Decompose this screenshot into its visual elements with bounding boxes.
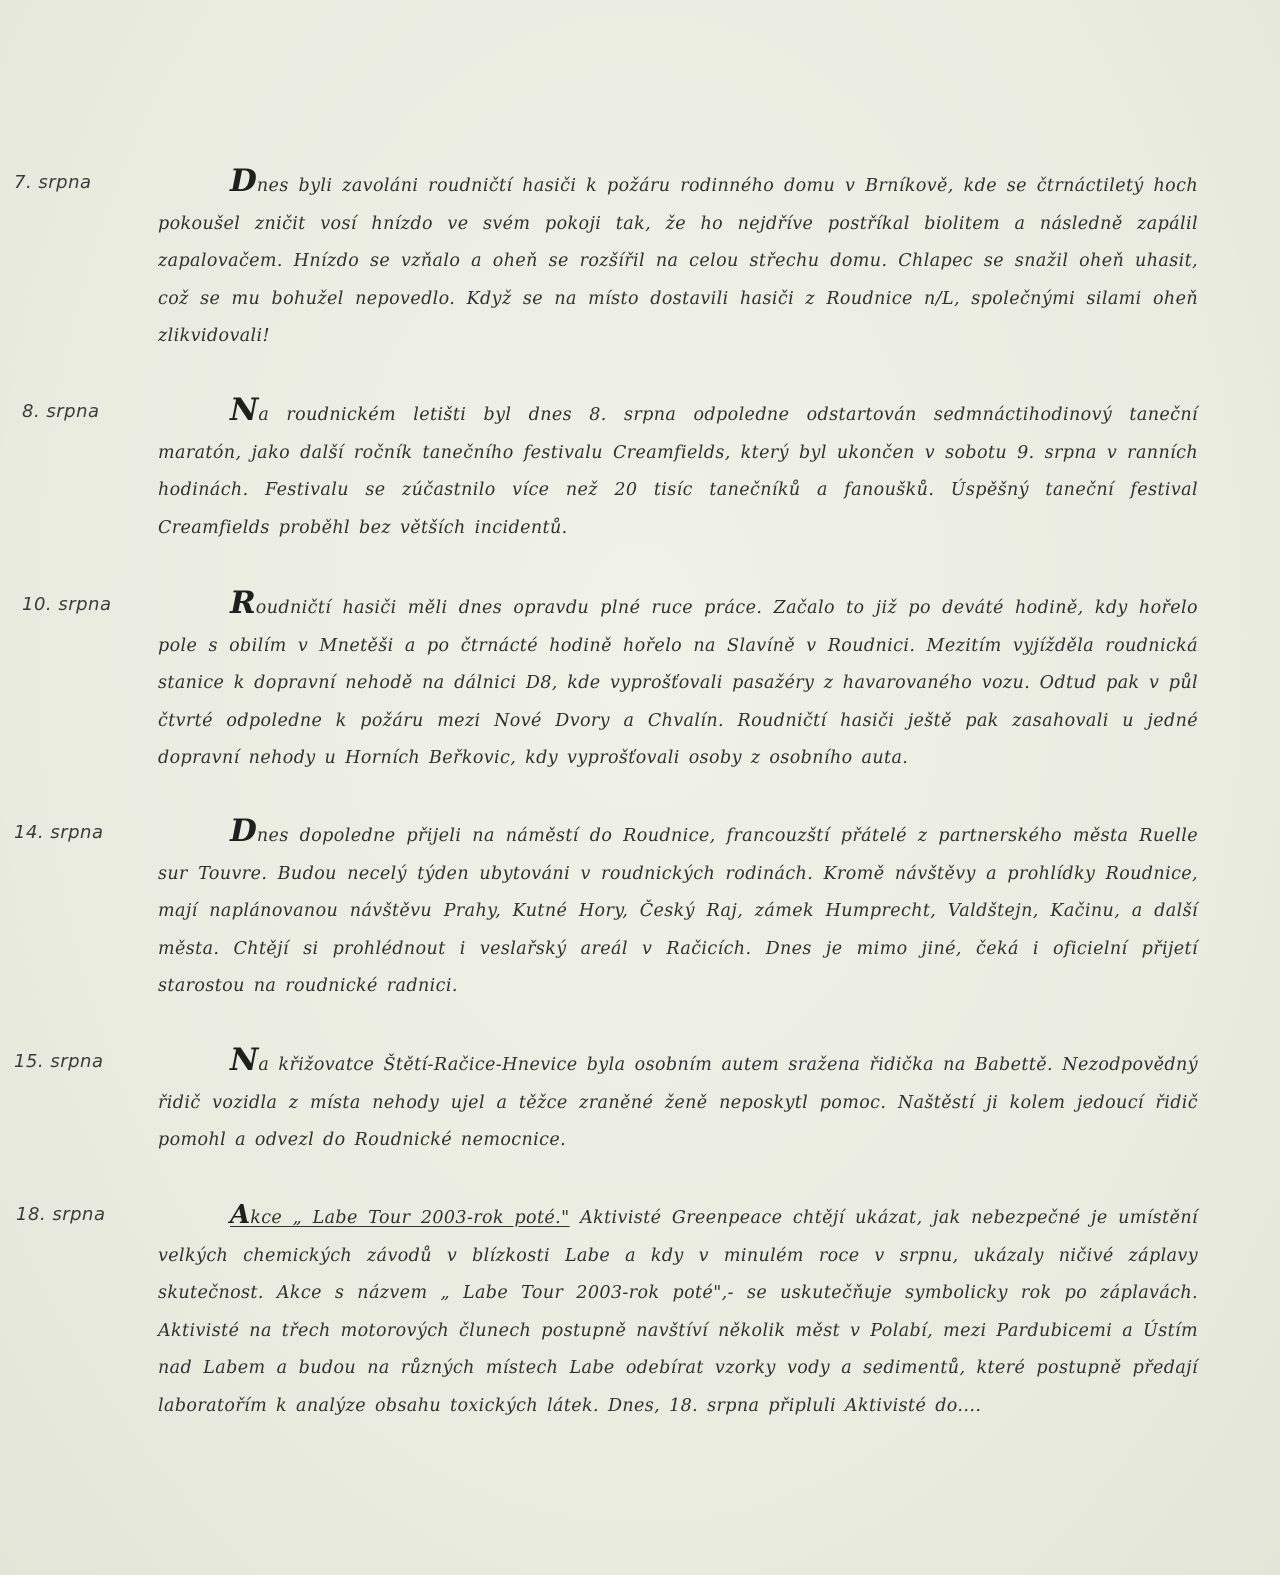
entry-text [158,813,1198,1006]
entry-date: 15. srpna [14,1051,104,1072]
entry-body: a křižovatce Štětí-Račice-Hnevice byla osobním autem sražena řidička na Babettě. Nezodpovědný řidič vozidla z místa nehody ujel a těžce zraněné ženě neposkytl pomoc. Naštěstí ji kolem jedoucí řidič pomohl a odvezl do Roudnické nemocnice. [158,1055,1198,1150]
entry-initial: A [230,1200,251,1230]
entry-initial: R [230,585,256,621]
entry-text [158,392,1198,547]
entry-body: a roudnickém letišti byl dnes 8. srpna odpoledne odstartován sedmnáctihodinový taneční maratón, jako další ročník tanečního festivalu Creamfields, který byl ukončen v sobotu 9. srpna v ranních hodinách. Festivalu se zúčastnilo více než 20 tisíc tanečníků a fanoušků. Úspěšný taneční festival Creamfields proběhl bez větších incidentů. [158,405,1198,538]
entry-body: nes dopoledne přijeli na náměstí do Roudnice, francouzští přátelé z partnerského města Ruelle sur Touvre. Budou necelý týden ubytováni v roudnických rodinách. Kromě návštěvy a prohlídky Roudnice, mají naplánovanou návštěvu Prahy, Kutné Hory, Český Raj, zámek Humprecht, Valdštejn, Kačinu, a další města. Chtějí si prohlédnout i veslařský areál v Račicích. Dnes je mimo jiné, čeká i oficielní přijetí starostou na roudnické radnici. [158,826,1198,996]
entry-initial: N [230,392,259,428]
entry-body: oudničtí hasiči měli dnes opravdu plné ruce práce. Začalo to již po deváté hodině, kdy hořelo pole s obilím v Mnetěši a po čtrnácté hodině hořelo na Slavíně v Roudnici. Mezitím vyjížděla roudnická stanice k dopravní nehodě na dálnici D8, kde vyprošťovali pasažéry z havarovaného vozu. Odtud pak v půl čtvrté odpoledne k požáru mezi Nové Dvory a Chvalín. Roudničtí hasiči ještě pak zasahovali u jedné dopravní nehody u Horních Beřkovic, kdy vyprošťovali osoby z osobního auta. [158,598,1198,768]
entry-initial: N [230,1042,259,1078]
entry-initial: D [230,163,257,199]
entry-text [158,1042,1198,1160]
entry-text [158,163,1198,356]
entry-date: 14. srpna [14,822,104,843]
entry-body: Aktivisté Greenpeace chtějí ukázat, jak nebezpečné je umístění velkých chemických závodů v blízkosti Labe a kdy v minulém roce v srpnu, ukázaly ničivé záplavy skutečnost. Akce s názvem „ Labe Tour 2003-rok poté",- se uskutečňuje symbolicky rok po záplavách. Aktivisté na třech motorových člunech postupně navštíví několik měst v Polabí, mezi Pardubicemi a Ústím nad Labem a budou na různých místech Labe odebírat vzorky vody a sedimentů, které postupně předají laboratořím k analýze obsahu toxických látek. Dnes, 18. srpna připluli Aktivisté do.... [158,1208,1198,1416]
entry-text [158,585,1198,778]
entry-date: 8. srpna [22,401,100,422]
entry-date: 18. srpna [16,1204,106,1225]
entry-initial: D [230,813,257,849]
entry-title-rest: kce „ Labe Tour 2003-rok poté." [250,1208,570,1228]
entry-date: 7. srpna [14,172,92,193]
entry-date: 10. srpna [22,594,112,615]
entry-title [230,1200,570,1230]
entry-body: nes byli zavoláni roudničtí hasiči k požáru rodinného domu v Brníkově, kde se čtrnáctiletý hoch pokoušel zničit vosí hnízdo ve svém pokoji tak, že ho nejdříve postříkal biolitem a následně zapálil zapalovačem. Hnízdo se vzňalo a oheň se rozšířil na celou střechu domu. Chlapec se snažil oheň uhasit, což se mu bohužel nepovedlo. Když se na místo dostavili hasiči z Roudnice n/L, společnými silami oheň zlikvidovali! [158,176,1198,346]
entry-text [158,1200,1198,1425]
